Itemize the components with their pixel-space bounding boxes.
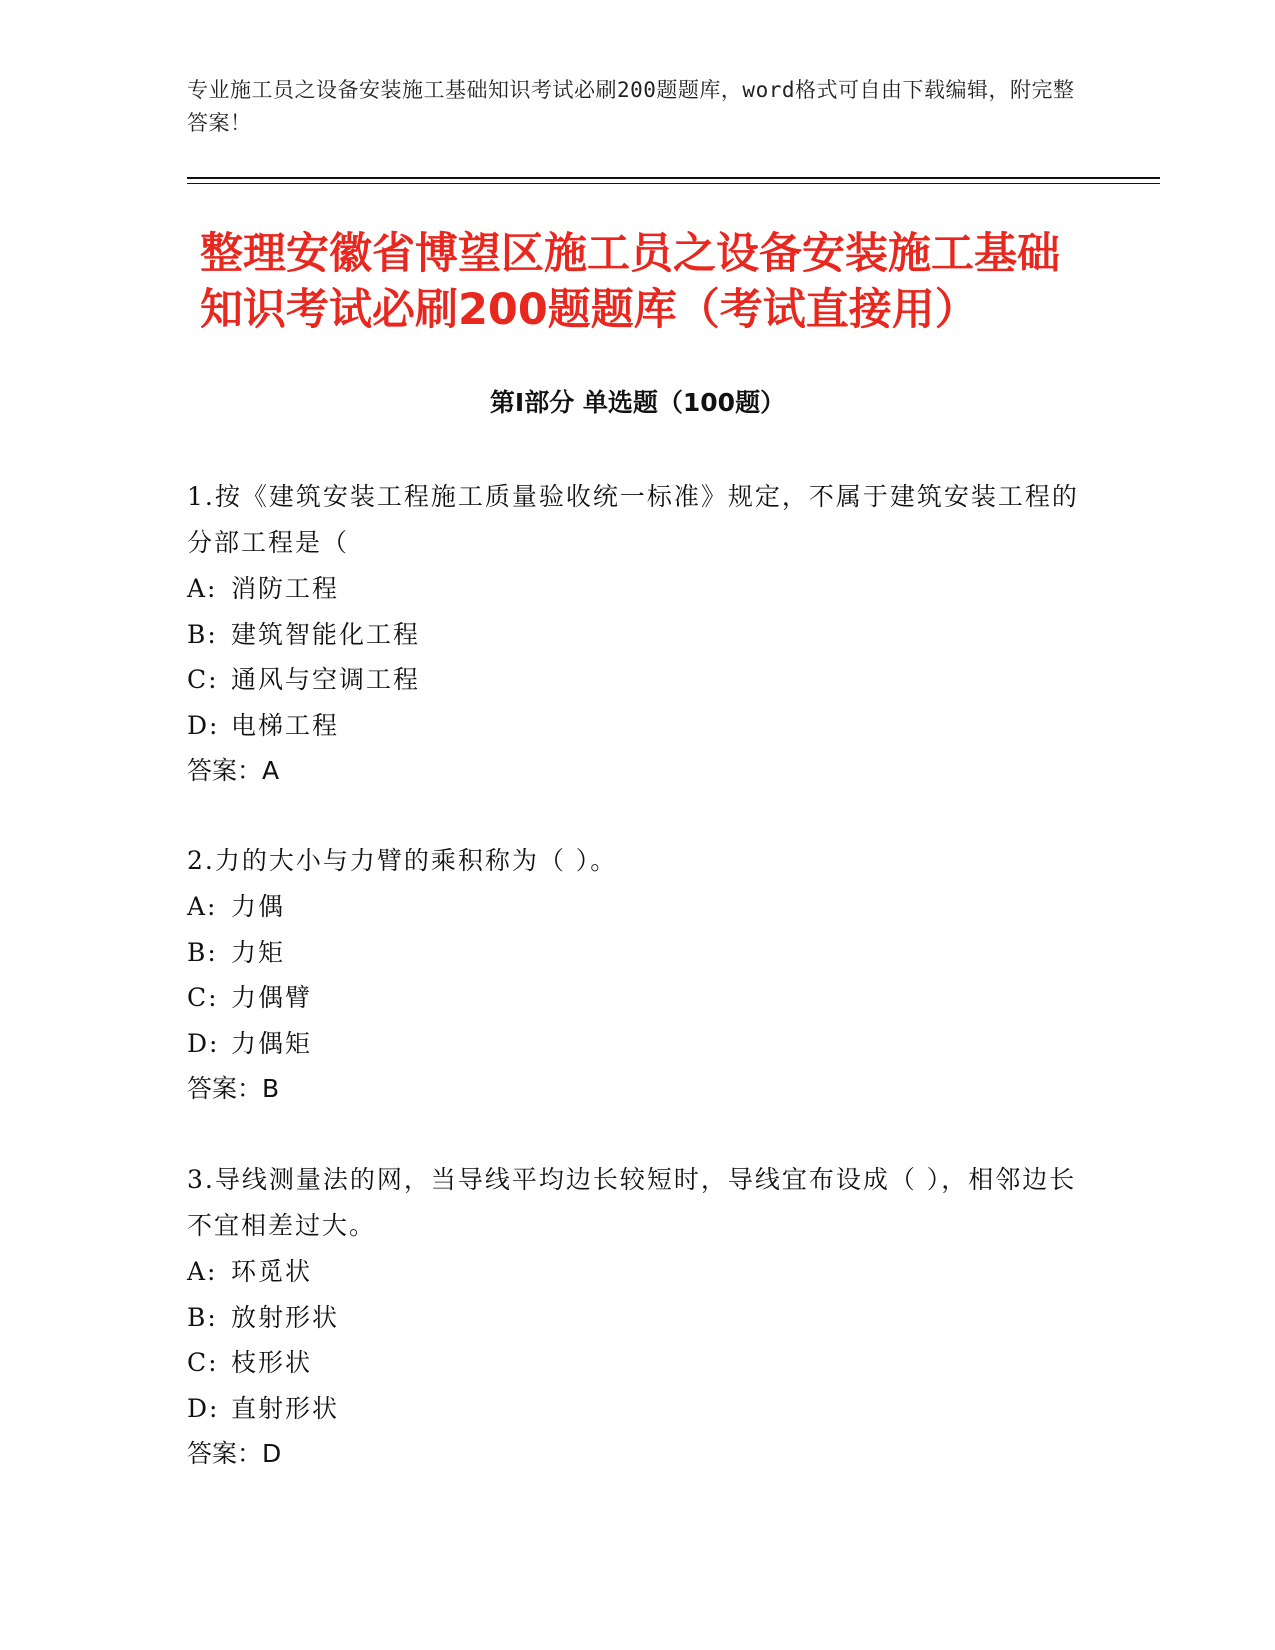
option-key: B:: [187, 937, 218, 967]
option-text: 力偶臂: [231, 983, 313, 1012]
option-b: [187, 612, 1087, 658]
option-key: A:: [187, 1257, 218, 1286]
question-1: [187, 474, 1087, 794]
answer-line: 答案：B: [187, 1074, 280, 1103]
question-text: 2.力的大小与力臂的乘积称为（ ）。: [187, 846, 618, 875]
section-title: 第I部分 单选题（100题）: [489, 388, 786, 417]
option-c: [187, 657, 1087, 703]
option-key: C:: [187, 665, 219, 694]
answer-line: 答案：D: [187, 1439, 282, 1468]
header-divider-thick: [187, 177, 1160, 179]
question-3: [187, 1157, 1087, 1477]
option-text: 力偶: [231, 892, 286, 921]
option-key: C:: [187, 983, 219, 1012]
answer-line: 答案：A: [187, 756, 280, 785]
option-text: 力偶矩: [231, 1028, 313, 1058]
option-text: 通风与空调工程: [231, 665, 421, 694]
option-b: [187, 1295, 1087, 1341]
option-text: 放射形状: [231, 1302, 340, 1332]
question-text: 1.按《建筑安装工程施工质量验收统一标准》规定，不属于建筑安装工程的分部工程是（: [187, 482, 1079, 557]
option-text: 环觅状: [231, 1257, 313, 1286]
option-text: 力矩: [231, 937, 286, 967]
option-key: C:: [187, 1348, 219, 1377]
option-a: [187, 884, 1087, 930]
option-text: 电梯工程: [231, 710, 340, 740]
option-a: [187, 1249, 1087, 1295]
header-divider-thin: [187, 183, 1160, 184]
option-c: [187, 975, 1087, 1021]
option-key: B:: [187, 1302, 218, 1332]
question-2: [187, 838, 1087, 1112]
option-text: 消防工程: [231, 574, 340, 603]
option-key: D:: [187, 1393, 220, 1423]
document-title: 整理安徽省博望区施工员之设备安装施工基础知识考试必刷200题题库（考试直接用）: [200, 229, 1060, 335]
option-d: [187, 703, 1087, 749]
option-text: 枝形状: [231, 1348, 313, 1377]
option-key: A:: [187, 574, 218, 603]
option-c: [187, 1340, 1087, 1386]
option-key: A:: [187, 892, 218, 921]
option-b: [187, 930, 1087, 976]
option-text: 建筑智能化工程: [231, 619, 421, 649]
option-key: D:: [187, 710, 220, 740]
option-d: [187, 1021, 1087, 1067]
option-d: [187, 1386, 1087, 1432]
header-note: 专业施工员之设备安装施工基础知识考试必刷200题题库，word格式可自由下载编辑，附完整答案！: [187, 78, 1075, 135]
option-key: B:: [187, 619, 218, 649]
option-key: D:: [187, 1028, 220, 1058]
option-a: [187, 566, 1087, 612]
option-text: 直射形状: [231, 1393, 340, 1423]
question-text: 3.导线测量法的网，当导线平均边长较短时，导线宜布设成（ ），相邻边长不宜相差过大。: [187, 1165, 1077, 1240]
